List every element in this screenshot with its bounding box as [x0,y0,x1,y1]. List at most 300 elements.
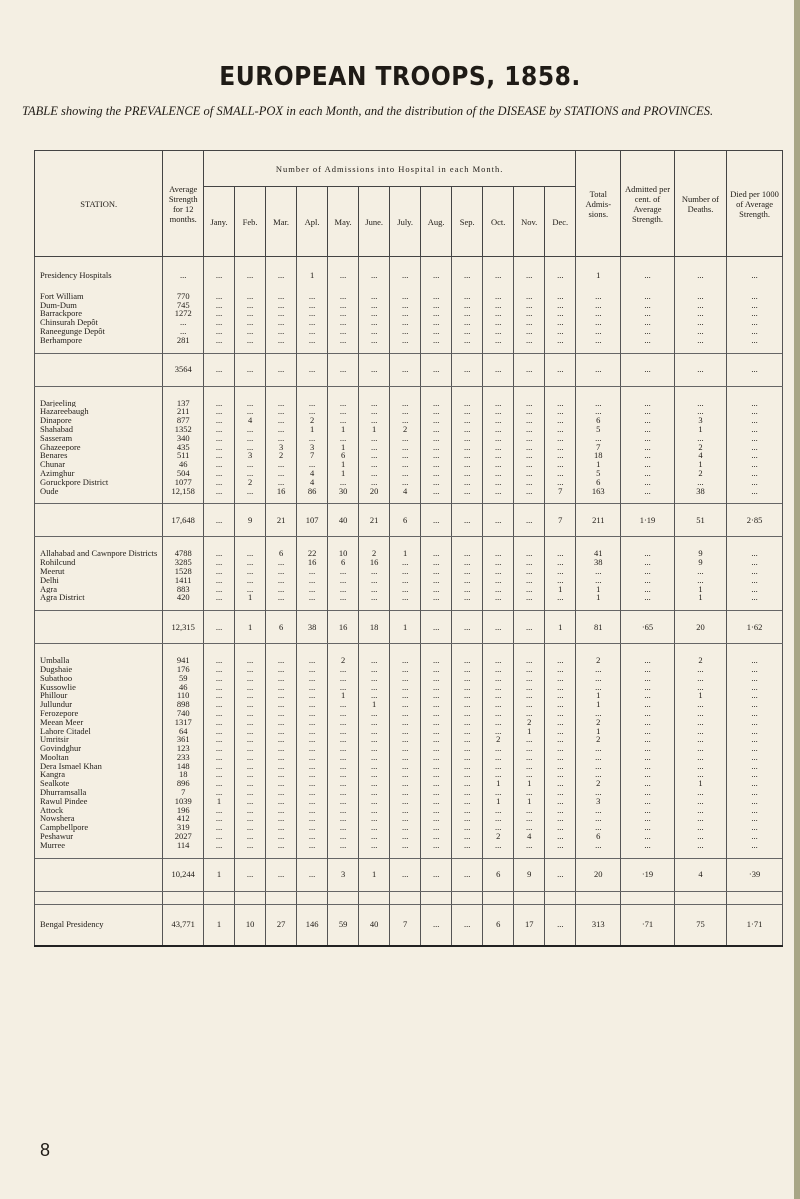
total-cell: ... [576,744,621,753]
month-cell: ... [545,460,576,469]
per1000-cell: ... [727,318,783,327]
total-cell: ... [576,665,621,674]
month-header: Oct. [483,187,514,257]
month-cell: ... [297,674,328,683]
station-name: Nowshera [35,814,163,823]
deaths-cell: 2 [674,656,726,665]
month-cell: ... [452,788,483,797]
month-cell: ... [204,478,235,487]
month-cell: ... [266,656,297,665]
month-cell: ... [204,700,235,709]
month-cell: ... [266,460,297,469]
station-name: Raneegunge Depôt [35,327,163,336]
blank-cell [35,353,163,386]
month-cell: ... [266,841,297,850]
month-cell: ... [359,327,390,336]
month-cell: ... [266,832,297,841]
month-cell: ... [452,904,483,946]
month-cell: 3 [297,443,328,452]
month-cell: 7 [297,451,328,460]
month-header: July. [390,187,421,257]
strength-cell: 504 [163,469,204,478]
month-cell: ... [235,567,266,576]
month-cell: ... [514,576,545,585]
month-cell: ... [235,788,266,797]
per1000-cell: ... [727,779,783,788]
month-cell: ... [297,832,328,841]
month-cell: ... [359,576,390,585]
per1000-cell: ... [727,469,783,478]
month-cell: 1 [483,797,514,806]
month-cell: ... [235,460,266,469]
total-cell: 5 [576,425,621,434]
month-cell: ... [266,762,297,771]
table-row [35,469,783,478]
month-cell: ... [421,904,452,946]
month-cell: ... [297,656,328,665]
blank-cell [35,611,163,644]
month-cell: 6 [483,904,514,946]
month-cell: 2 [390,425,421,434]
pct-cell: ... [621,443,675,452]
pct-cell: ... [621,665,675,674]
station-name: Barrackpore [35,309,163,318]
table-row [35,656,783,665]
deaths-cell: ... [674,407,726,416]
pct-cell: ... [621,841,675,850]
total-cell: 6 [576,478,621,487]
month-cell: ... [390,665,421,674]
month-cell: ... [204,460,235,469]
strength-cell: 3285 [163,558,204,567]
month-cell: ... [545,434,576,443]
month-cell: ... [204,558,235,567]
month-cell: ... [514,753,545,762]
month-cell: ... [421,399,452,408]
total-cell: 313 [576,904,621,946]
deaths-cell: 1 [674,425,726,434]
table-row [35,735,783,744]
month-cell: ... [390,585,421,594]
month-cell: ... [297,434,328,443]
month-cell: ... [514,683,545,692]
month-cell: 1 [514,727,545,736]
month-cell: 20 [359,487,390,496]
total-cell: ... [576,318,621,327]
table-row [35,665,783,674]
month-cell: 2 [483,735,514,744]
month-cell: ... [545,858,576,891]
total-cell: 2 [576,718,621,727]
pct-cell: ... [621,434,675,443]
month-cell: ... [452,779,483,788]
pct-cell: ... [621,735,675,744]
strength-cell: 898 [163,700,204,709]
month-cell: ... [235,425,266,434]
month-cell: ... [328,434,359,443]
month-cell: ... [483,407,514,416]
per1000-cell: ... [727,593,783,602]
month-cell: ... [390,460,421,469]
deaths-cell: 75 [674,904,726,946]
month-cell: ... [545,292,576,301]
table-row [35,744,783,753]
month-cell: ... [204,691,235,700]
page-title: EUROPEAN TROOPS, 1858. [219,62,581,92]
month-cell: ... [266,407,297,416]
month-cell: ... [328,576,359,585]
table-row [35,309,783,318]
month-cell: 22 [297,549,328,558]
station-name: Dugshaie [35,665,163,674]
month-cell: ... [545,399,576,408]
station-name: Darjeeling [35,399,163,408]
deaths-cell: 2 [674,469,726,478]
deaths-cell: ... [674,788,726,797]
pct-cell: ... [621,425,675,434]
month-cell: 86 [297,487,328,496]
month-cell: ... [204,806,235,815]
month-cell: ... [483,451,514,460]
month-cell: ... [235,576,266,585]
table-row [35,271,783,280]
month-cell: ... [452,434,483,443]
month-cell: ... [328,832,359,841]
total-cell: ... [576,788,621,797]
month-cell: 1 [204,904,235,946]
month-cell: ... [514,735,545,744]
month-cell: ... [390,271,421,280]
month-cell: ... [266,770,297,779]
strength-cell: 12,315 [163,611,204,644]
station-name: Oude [35,487,163,496]
month-cell: ... [421,762,452,771]
month-cell: ... [235,327,266,336]
smallpox-table [34,150,783,947]
month-cell: ... [483,770,514,779]
month-cell: 4 [390,487,421,496]
month-cell: ... [266,469,297,478]
per1000-cell: ... [727,309,783,318]
table-row [35,478,783,487]
station-name: Dinapore [35,416,163,425]
deaths-cell: ... [674,674,726,683]
month-cell: 1 [514,797,545,806]
station-name: Dum-Dum [35,301,163,310]
month-cell: ... [483,814,514,823]
per1000-cell: ... [727,814,783,823]
deaths-cell: ... [674,841,726,850]
month-cell: ... [204,336,235,345]
month-cell: ... [421,744,452,753]
month-cell: ... [328,292,359,301]
month-cell: ... [514,841,545,850]
strength-cell: 1528 [163,567,204,576]
month-cell: ... [359,292,390,301]
month-cell: 21 [266,504,297,537]
deaths-cell: 1 [674,691,726,700]
per1000-cell: ... [727,744,783,753]
month-cell: ... [483,709,514,718]
month-cell: ... [359,744,390,753]
month-cell: ... [235,770,266,779]
table-row [35,292,783,301]
month-cell: ... [204,814,235,823]
month-cell: 16 [266,487,297,496]
month-cell: ... [452,735,483,744]
station-name: Rawul Pindee [35,797,163,806]
table-row [35,691,783,700]
table-row [35,460,783,469]
month-cell: ... [266,814,297,823]
station-name: Sealkote [35,779,163,788]
month-cell: ... [452,611,483,644]
total-cell: 41 [576,549,621,558]
month-cell: ... [514,460,545,469]
month-cell: ... [204,823,235,832]
pct-cell: ... [621,271,675,280]
month-cell: ... [421,841,452,850]
month-cell: ... [266,797,297,806]
month-cell: ... [483,318,514,327]
month-cell: ... [297,735,328,744]
deaths-header: Number of Deaths. [674,151,726,257]
total-cell: 6 [576,416,621,425]
total-row [35,353,783,386]
table-row [35,814,783,823]
pct-cell: ... [621,336,675,345]
month-cell: ... [421,407,452,416]
month-cell: ... [514,611,545,644]
per1000-cell: ... [727,674,783,683]
month-cell: ... [545,451,576,460]
month-cell: 4 [297,478,328,487]
table-row [35,487,783,496]
pct-cell: ... [621,469,675,478]
table-row [35,709,783,718]
month-cell: ... [266,478,297,487]
month-cell: ... [297,770,328,779]
month-cell: ... [204,762,235,771]
month-cell: ... [421,425,452,434]
month-cell: 1 [359,700,390,709]
month-cell: 2 [359,549,390,558]
per1000-cell: ... [727,788,783,797]
deaths-cell: 20 [674,611,726,644]
month-cell: ... [328,399,359,408]
station-name: Ghazeepore [35,443,163,452]
month-cell: 6 [328,451,359,460]
station-name: Azimghur [35,469,163,478]
month-cell: ... [266,576,297,585]
month-cell: ... [483,504,514,537]
month-cell: ... [266,292,297,301]
month-cell: ... [545,779,576,788]
month-cell: 7 [390,904,421,946]
month-cell: ... [328,271,359,280]
deaths-cell: 38 [674,487,726,496]
month-cell: ... [452,585,483,594]
station-name: Delhi [35,576,163,585]
station-name: Shahabad [35,425,163,434]
month-cell: ... [359,832,390,841]
month-cell: ... [204,549,235,558]
month-cell: ... [297,567,328,576]
month-cell: ... [266,327,297,336]
pct-cell: ... [621,683,675,692]
month-header: Aug. [421,187,452,257]
month-cell: 146 [297,904,328,946]
month-cell: 16 [297,558,328,567]
month-cell: ... [452,727,483,736]
month-cell: 40 [359,904,390,946]
month-cell: ... [235,744,266,753]
table-caption: TABLE showing the PREVALENCE of SMALL-POX in each Month, and the distribution of the DISEASE by STATIONS and PROVINCES. [22,104,714,118]
total-cell: 1 [576,460,621,469]
month-cell: ... [266,416,297,425]
month-cell: ... [266,683,297,692]
month-cell: ... [421,735,452,744]
deaths-cell: ... [674,292,726,301]
station-name: Presidency Hospitals [35,271,163,280]
month-cell: ... [328,567,359,576]
month-cell: 3 [266,443,297,452]
month-cell: ... [328,301,359,310]
total-cell: 211 [576,504,621,537]
month-cell: 6 [483,858,514,891]
deaths-cell: ... [674,806,726,815]
month-cell: ... [390,593,421,602]
month-cell: ... [545,318,576,327]
month-cell: ... [235,762,266,771]
month-cell: ... [235,271,266,280]
month-cell: ... [514,399,545,408]
month-cell: ... [390,770,421,779]
pct-cell: ·65 [621,611,675,644]
per1000-cell: ... [727,558,783,567]
month-cell: 4 [514,832,545,841]
month-cell: ... [266,858,297,891]
pct-cell: ... [621,718,675,727]
month-cell: ... [390,301,421,310]
strength-cell: 896 [163,779,204,788]
per1000-cell: ... [727,549,783,558]
deaths-cell: ... [674,770,726,779]
month-cell: ... [421,718,452,727]
station-name: Murree [35,841,163,850]
deaths-cell: ... [674,832,726,841]
month-cell: ... [421,576,452,585]
month-cell: ... [359,567,390,576]
month-cell: ... [421,336,452,345]
station-name: Chinsurah Depôt [35,318,163,327]
month-cell: ... [328,823,359,832]
strength-cell: 877 [163,416,204,425]
month-cell: 1 [328,469,359,478]
month-cell: ... [297,841,328,850]
strength-cell: 435 [163,443,204,452]
per1000-cell: ... [727,451,783,460]
month-cell: ... [514,327,545,336]
blank-cell [35,504,163,537]
month-cell: ... [545,593,576,602]
per1000-cell: ... [727,425,783,434]
total-cell: 2 [576,656,621,665]
month-cell: 1 [390,611,421,644]
month-cell: ... [514,504,545,537]
month-cell: ... [328,585,359,594]
month-cell: ... [328,788,359,797]
month-cell: ... [483,478,514,487]
month-cell: ... [297,709,328,718]
deaths-cell: ... [674,576,726,585]
station-name: Meerut [35,567,163,576]
month-cell: ... [359,665,390,674]
month-cell: ... [390,399,421,408]
month-cell: ... [390,779,421,788]
month-cell: ... [452,327,483,336]
month-cell: ... [483,549,514,558]
strength-cell: 1411 [163,576,204,585]
table-row [35,576,783,585]
month-cell: 1 [328,443,359,452]
table-row [35,823,783,832]
month-cell: ... [204,399,235,408]
strength-cell: 59 [163,674,204,683]
total-cell: ... [576,674,621,683]
per1000-cell: ... [727,353,783,386]
admissions-group-header: Number of Admissions into Hospital in each Month. [204,151,576,187]
strength-cell: 1272 [163,309,204,318]
month-cell: ... [297,585,328,594]
month-cell: ... [514,593,545,602]
month-cell: ... [545,727,576,736]
per1000-cell: ... [727,434,783,443]
month-cell: 2 [266,451,297,460]
month-cell: ... [452,425,483,434]
month-cell: ... [421,727,452,736]
table-row [35,558,783,567]
month-cell: ... [452,858,483,891]
strength-cell: 18 [163,770,204,779]
strength-cell: 1352 [163,425,204,434]
month-cell: ... [514,762,545,771]
month-cell: ... [452,656,483,665]
month-cell: ... [266,753,297,762]
strength-cell: 340 [163,434,204,443]
pct-cell: ... [621,416,675,425]
month-cell: ... [328,416,359,425]
month-cell: ... [390,443,421,452]
pct-cell: ... [621,797,675,806]
month-cell: ... [421,309,452,318]
deaths-cell: ... [674,478,726,487]
month-cell: 10 [235,904,266,946]
strength-cell: 770 [163,292,204,301]
month-cell: ... [514,567,545,576]
month-cell: ... [452,399,483,408]
station-name: Kangra [35,770,163,779]
deaths-cell: ... [674,434,726,443]
month-cell: ... [390,841,421,850]
month-cell: ... [452,770,483,779]
station-name: Agra [35,585,163,594]
table-row [35,700,783,709]
month-cell: ... [266,336,297,345]
month-cell: 3 [328,858,359,891]
station-name: Benares [35,451,163,460]
per1000-cell: ... [727,416,783,425]
